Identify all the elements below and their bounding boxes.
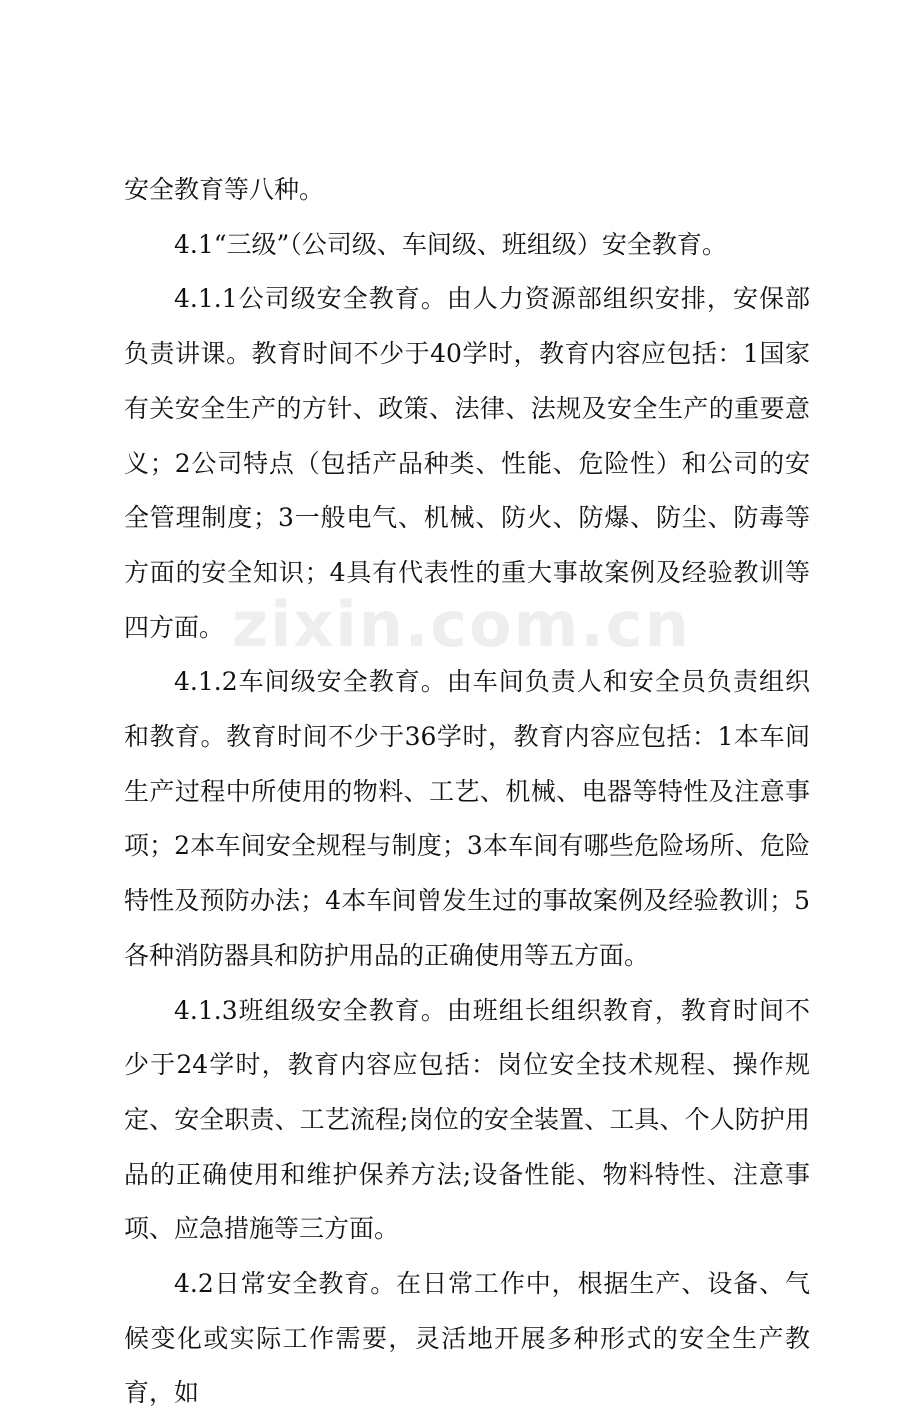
paragraph-4-1-3: 4.1.3班组级安全教育。由班组长组织教育，教育时间不少于24学时，教育内容应包括：岗位安全技术规程、操作规定、安全职责、工艺流程;岗位的安全装置、工具、个人防护用品的正确使用和维护保养方法;设备性能、物料特性、注意事项、应急措施等三方面。 (124, 995, 810, 1244)
paragraph-continuation: 安全教育等八种。 (124, 175, 325, 204)
paragraph-4-2: 4.2日常安全教育。在日常工作中，根据生产、设备、气候变化或实际工作需要，灵活地开展多种形式的安全生产教育，如 (124, 1269, 810, 1408)
section-heading-4-1: 4.1“三级”（公司级、车间级、班组级）安全教育。 (174, 229, 727, 259)
paragraph-4-1-2: 4.1.2车间级安全教育。由车间负责人和安全员负责组织和教育。教育时间不少于36学时，教育内容应包括：1本车间生产过程中所使用的物料、工艺、机械、电器等特性及注意事项；2本车间安全规程与制度；3本车间有哪些危险场所、危险特性及预防办法；4本车间曾发生过的事故案例及经验教训；5各种消防器具和防护用品的正确使用等五方面。 (124, 667, 810, 970)
watermark-text: zixin.com.cn (232, 588, 691, 661)
document-body (124, 163, 810, 1421)
paragraph-4-1-1: 4.1.1公司级安全教育。由人力资源部组织安排，安保部负责讲课。教育时间不少于40学时，教育内容应包括：1国家有关安全生产的方针、政策、法律、法规及安全生产的重要意义；2公司特点（包括产品种类、性能、危险性）和公司的安全管理制度；3一般电气、机械、防火、防爆、防尘、防毒等方面的安全知识；4具有代表性的重大事故案例及经验教训等四方面。 (124, 284, 810, 642)
